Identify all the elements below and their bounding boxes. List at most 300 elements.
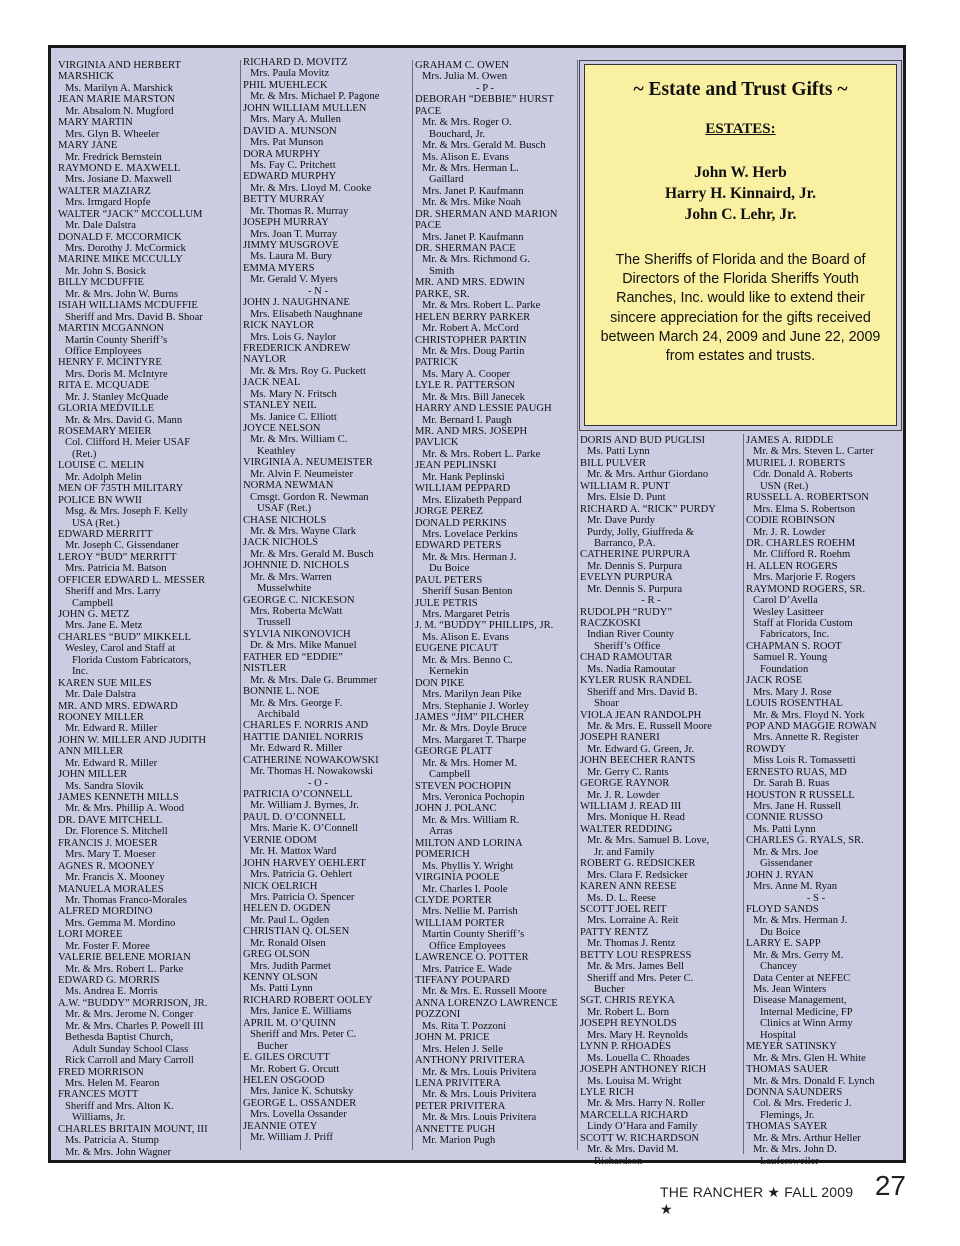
donor-name: Bethesda Baptist Church, xyxy=(65,1032,173,1044)
donor-name: Ms. Laura M. Bury xyxy=(250,251,333,263)
honoree-name: TIFFANY POUPARD xyxy=(415,975,510,986)
donor-name: Mr. & Mrs. Floyd N. York xyxy=(753,709,865,721)
honoree-name: ISIAH WILLIAMS MCDUFFIE xyxy=(58,300,198,312)
honoree-name: RICHARD D. MOVITZ xyxy=(243,57,348,68)
donor-name: Mr. & Mrs. Herman J. xyxy=(422,551,517,563)
estate-names xyxy=(585,162,896,225)
honoree-name: EDWARD PETERS xyxy=(415,540,502,552)
honoree-name: LOUIS ROSENTHAL xyxy=(746,698,843,710)
honoree-name: FLOYD SANDS xyxy=(746,903,819,915)
donor-name: Sheriff and Mrs. Alton K. xyxy=(65,1100,174,1112)
honoree-name: HATTIE DANIEL NORRIS xyxy=(243,731,364,743)
donor-name: Mrs. Jane E. Metz xyxy=(65,620,143,632)
honoree-name: H. ALLEN ROGERS xyxy=(746,560,838,572)
donor-name: Mrs. Dorothy J. McCormick xyxy=(65,243,186,254)
honoree-name: PACE xyxy=(415,105,442,117)
donor-name: Carol D’Avella xyxy=(753,595,818,607)
honoree-name: DR. CHARLES ROEHM xyxy=(746,537,856,549)
honoree-name: HELEN OSGOOD xyxy=(243,1074,325,1086)
donor-name: Mr. & Mrs. Charles P. Powell III xyxy=(65,1020,204,1032)
donor-name: Sheriff and Mrs. David B. Shoar xyxy=(65,311,203,323)
honoree-name: DORA MURPHY xyxy=(243,148,321,160)
donor-name: Cmsgt. Gordon R. Newman xyxy=(250,491,369,503)
donor-name: Mr. & Mrs. Gerry M. xyxy=(753,949,844,961)
page-number: 27 xyxy=(874,1170,906,1201)
honoree-name: JEAN PEPLINSKI xyxy=(415,460,497,472)
honoree-name: CHARLES BRITAIN MOUNT, III xyxy=(58,1123,208,1135)
donor-name: USAF (Ret.) xyxy=(257,503,312,515)
honoree-name: CATHERINE NOWAKOWSKI xyxy=(243,754,379,766)
donor-name: Mr. & Mrs. Dale G. Brummer xyxy=(250,674,378,686)
donor-name: Mr. William J. Priff xyxy=(250,1132,334,1144)
honoree-name: RUDOLPH “RUDY” xyxy=(580,606,673,618)
donor-name: Gissendaner xyxy=(760,858,813,870)
donor-name: Mr. Joseph C. Gissendaner xyxy=(65,540,179,552)
donor-name: Indian River County xyxy=(587,629,675,641)
donor-name: Mr. Thomas R. Murray xyxy=(250,205,349,217)
donor-name: Mrs. Patricia G. Oehlert xyxy=(250,869,353,881)
donor-name: Ms. Alison E. Evans xyxy=(422,151,509,163)
donor-name: Bouchard, Jr. xyxy=(429,128,486,140)
honoree-name: JOHN BEECHER RANTS xyxy=(580,755,696,767)
donor-name: Ms. Louella C. Rhoades xyxy=(587,1052,690,1064)
donor-name: Mrs. Pat Munson xyxy=(250,137,324,149)
donor-name: Mr. & Mrs. Donald F. Lynch xyxy=(753,1075,875,1087)
donor-name: Mr. Dennis S. Purpura xyxy=(587,560,683,572)
donor-name: Mrs. Gemma M. Mordino xyxy=(65,917,176,929)
donor-name: Ms. Nadia Ramoutar xyxy=(587,663,676,675)
donor-name: Mrs. Stephanie J. Worley xyxy=(422,700,529,712)
donor-name: Miss Lois R. Tomassetti xyxy=(753,755,856,767)
honoree-name: HELEN D. OGDEN xyxy=(243,903,331,915)
honoree-name: J. M. “BUDDY” PHILLIPS, JR. xyxy=(415,620,554,632)
honoree-name: DONALD PERKINS xyxy=(415,517,507,529)
donor-name: Kernekin xyxy=(429,666,469,678)
donor-name: Ms. Patti Lynn xyxy=(753,823,816,835)
honoree-name: RICHARD A. “RICK” PURDY xyxy=(580,503,716,515)
honoree-name: PARKE, SR. xyxy=(415,288,470,300)
donor-name: Mr. & Mrs. Gerald M. Busch xyxy=(422,140,546,152)
honoree-name: MARY JANE xyxy=(58,140,118,152)
donor-name: Staff at Florida Custom xyxy=(753,618,853,629)
honoree-name: PATRICIA O’CONNELL xyxy=(243,789,353,800)
honoree-name: PATTY RENTZ xyxy=(580,926,649,938)
donor-name: Mr. & Mrs. John Wagner xyxy=(65,1146,172,1158)
honoree-name: ROONEY MILLER xyxy=(58,711,144,723)
donor-name: Mrs. Anne M. Ryan xyxy=(753,881,838,893)
donor-name: Mrs. Annette R. Register xyxy=(753,732,859,744)
donor-name: Dr. & Mrs. Mike Manuel xyxy=(250,640,357,652)
donor-name: Mrs. Julia M. Owen xyxy=(422,71,508,83)
donor-name: Mr. John S. Bosick xyxy=(65,265,146,277)
donor-name: Musselwhite xyxy=(257,583,312,595)
honoree-name: BETTY MURRAY xyxy=(243,194,325,206)
donor-name: Mr. & Mrs. James Bell xyxy=(587,961,685,973)
donor-name: Ms. D. L. Reese xyxy=(587,892,656,904)
donor-name: Mr. & Mrs. Wayne Clark xyxy=(250,525,357,537)
honoree-name: KENNY OLSON xyxy=(243,972,318,983)
donor-name: Mr. Adolph Melin xyxy=(65,471,142,483)
honoree-name: WALTER REDDING xyxy=(580,823,673,835)
honoree-name: WILLIAM J. READ III xyxy=(580,801,682,812)
donor-name: Ms. Phyllis Y. Wright xyxy=(422,860,514,872)
honoree-name: ROWDY xyxy=(746,743,787,755)
honoree-name: CHRISTIAN Q. OLSEN xyxy=(243,926,350,938)
donor-name: Ms. Patti Lynn xyxy=(250,983,313,995)
donor-name: Mrs. Judith Parmet xyxy=(250,960,331,972)
donor-name: Mr. Bernard I. Paugh xyxy=(422,414,512,426)
honoree-name: CHARLES F. NORRIS AND xyxy=(243,720,369,732)
honoree-name: DONALD F. MCCORMICK xyxy=(58,231,182,243)
honoree-name: JOHN J. RYAN xyxy=(746,869,814,881)
donor-name: Sheriff and Mrs. Peter C. xyxy=(250,1029,357,1041)
honoree-name: CHAD RAMOUTAR xyxy=(580,652,673,664)
honoree-name: GRAHAM C. OWEN xyxy=(415,60,509,71)
donor-name: Mr. & Mrs. Roger O. xyxy=(422,117,512,129)
donor-name: (Ret.) xyxy=(72,448,97,460)
honoree-name: JOHN WILLIAM MULLEN xyxy=(243,102,367,114)
donor-name: Mr. & Mrs. David G. Mann xyxy=(65,414,183,426)
donor-name: Mr. Dale Dalstra xyxy=(65,220,136,232)
donor-name: USA (Ret.) xyxy=(72,517,120,529)
donor-name: Ms. Rita T. Pozzoni xyxy=(422,1020,507,1032)
honoree-name: MARSHICK xyxy=(58,71,114,83)
donor-name: Mr. Dennis S. Purpura xyxy=(587,583,683,595)
donor-name: Mr. Absalom N. Mugford xyxy=(65,105,174,117)
honoree-name: RAYMOND ROGERS, SR. xyxy=(746,583,866,595)
donor-name: Sheriff and Mrs. Larry xyxy=(65,586,161,598)
honoree-name: RITA E. MCQUADE xyxy=(58,380,150,392)
honoree-name: LYLE R. PATTERSON xyxy=(415,380,516,392)
donor-name: Mr. J. R. Lowder xyxy=(587,789,660,801)
donor-name: Mr. & Mrs. Robert L. Parke xyxy=(65,963,184,975)
donor-name: Williams, Jr. xyxy=(72,1112,126,1124)
honoree-name: EVELYN PURPURA xyxy=(580,572,673,584)
honoree-name: GREG OLSON xyxy=(243,949,310,961)
honoree-name: RAYMOND E. MAXWELL xyxy=(58,162,181,174)
donor-name: Mrs. Mary J. Rose xyxy=(753,686,832,698)
donor-name: Mr. Dave Purdy xyxy=(587,515,655,527)
honoree-name: PAVLICK xyxy=(415,437,459,449)
donor-name: Mr. Thomas H. Nowakowski xyxy=(250,766,374,778)
donor-name: Arras xyxy=(429,826,453,838)
donor-name: Mrs. Josiane D. Maxwell xyxy=(65,174,172,186)
donor-name: Internal Medicine, FP xyxy=(760,1006,853,1018)
donor-name: Mr. Gerald V. Myers xyxy=(250,274,338,286)
honoree-name: JAMES KENNETH MILLS xyxy=(58,792,179,803)
honoree-name: GEORGE L. OSSANDER xyxy=(243,1097,357,1109)
honoree-name: JOSEPH REYNOLDS xyxy=(580,1018,677,1030)
donor-name: Campbell xyxy=(72,597,114,609)
donor-name: Mr. Edward R. Miller xyxy=(65,757,158,769)
estate-trust-gifts-box xyxy=(584,64,897,426)
donor-name: Martin County Sheriff’s xyxy=(65,334,168,346)
donor-name: Mr. & Mrs. Steven L. Carter xyxy=(753,446,874,458)
honoree-name: MR. AND MRS. JOSEPH xyxy=(415,426,528,437)
donor-name: Mr. Alvin F. Neumeister xyxy=(250,468,354,480)
honoree-name: HELEN BERRY PARKER xyxy=(415,311,531,323)
donor-name: Sheriff and Mrs. Peter C. xyxy=(587,972,694,984)
honoree-name: STANLEY NEIL xyxy=(243,400,317,412)
honoree-name: RICHARD ROBERT OOLEY xyxy=(243,994,373,1006)
honoree-name: WALTER “JACK” MCCOLLUM xyxy=(58,208,203,220)
honoree-name: BILL PULVER xyxy=(580,457,647,469)
honoree-name: VALERIE BELENE MORIAN xyxy=(58,952,191,964)
honoree-name: JOHN G. METZ xyxy=(58,609,130,620)
donor-name: Shoar xyxy=(594,698,619,710)
donor-name: Chancey xyxy=(760,961,798,973)
donor-name: Cdr. Donald A. Roberts xyxy=(753,469,853,481)
honoree-name: JOHN M. PRICE xyxy=(415,1032,490,1044)
donor-name: Mr. Edward G. Green, Jr. xyxy=(587,743,695,755)
honoree-name: DR. SHERMAN PACE xyxy=(415,243,516,254)
donor-name: Bucher xyxy=(257,1040,288,1052)
honoree-name: NORMA NEWMAN xyxy=(243,480,334,492)
column-divider xyxy=(577,60,578,1150)
honoree-name: ANNA LORENZO LAWRENCE xyxy=(415,997,558,1009)
donor-name: Mr. & Mrs. Herman L. xyxy=(422,162,519,174)
donor-name: Gaillard xyxy=(429,174,464,186)
honoree-name: JACK ROSE xyxy=(746,675,803,687)
donor-name: Hospital xyxy=(760,1029,796,1041)
donor-name: Mrs. Mary A. Mullen xyxy=(250,114,341,126)
honoree-name: MR. AND MRS. EDWIN xyxy=(415,277,525,289)
donor-column-4 xyxy=(580,435,742,1167)
donor-name: Mrs. Joan T. Murray xyxy=(250,228,337,240)
honoree-name: LARRY E. SAPP xyxy=(746,938,821,950)
honoree-name: MARCELLA RICHARD xyxy=(580,1109,689,1121)
donor-name: Mr. & Mrs. E. Russell Moore xyxy=(422,986,547,998)
donor-name: Ms. Patti Lynn xyxy=(587,446,650,458)
donor-name: Mr. & Mrs. Robert L. Parke xyxy=(422,300,541,312)
donor-name: Mr. & Mrs. John W. Burns xyxy=(65,288,179,300)
donor-name: Mrs. Veronica Pochopin xyxy=(422,792,525,803)
honoree-name: DON PIKE xyxy=(415,677,465,689)
donor-name: Mr. Edward R. Miller xyxy=(65,723,158,735)
donor-name: Ms. Alison E. Evans xyxy=(422,631,509,643)
donor-name: Mr. & Mrs. Robert L. Parke xyxy=(422,448,541,460)
honoree-name: FATHER ED “EDDIE” xyxy=(243,651,343,663)
honoree-name: ROSEMARY MEIER xyxy=(58,426,152,437)
honoree-name: LOUISE C. MELIN xyxy=(58,460,145,472)
honoree-name: JOHN W. MILLER AND JUDITH xyxy=(58,734,207,746)
donor-name: Mrs. Irmgard Hopfe xyxy=(65,197,151,209)
donor-name: Mrs. Roberta McWatt xyxy=(250,606,343,617)
donor-name: Wesley Lasitteer xyxy=(753,606,824,618)
donor-name: Mr. & Mrs. Benno C. xyxy=(422,654,513,666)
honoree-name: CHARLES “BUD” MIKKELL xyxy=(58,631,191,643)
donor-name: Office Employees xyxy=(65,345,142,357)
honoree-name: DORIS AND BUD PUGLISI xyxy=(580,435,706,446)
donor-name: Mr. Thomas J. Rentz xyxy=(587,938,676,950)
donor-name: Mr. Robert G. Orcutt xyxy=(250,1063,340,1075)
honoree-name: JOHNNIE D. NICHOLS xyxy=(243,560,350,572)
donor-name: Sheriff and Mrs. David B. xyxy=(587,686,698,698)
donor-name: Mr. Robert L. Born xyxy=(587,1006,670,1018)
honoree-name: LYNN P. RHOADES xyxy=(580,1041,672,1053)
honoree-name: NISTLER xyxy=(243,663,287,675)
honoree-name: PACE xyxy=(415,220,442,232)
donor-name: Rick Carroll and Mary Carroll xyxy=(65,1055,194,1067)
donor-name: Florida Custom Fabricators, xyxy=(72,654,192,666)
honoree-name: EDWARD MERRITT xyxy=(58,528,153,540)
donor-name: Mr. & Mrs. Bill Janecek xyxy=(422,391,525,403)
donor-name: Wesley, Carol and Staff at xyxy=(65,643,176,655)
donor-name: Mrs. Marie K. O’Connell xyxy=(250,823,358,835)
honoree-name: FREDERICK ANDREW xyxy=(243,342,351,354)
honoree-name: BONNIE L. NOE xyxy=(243,686,320,698)
estate-name: John W. Herb xyxy=(694,164,787,181)
honoree-name: EDWARD G. MORRIS xyxy=(58,975,160,986)
donor-name: Mrs. Nellie M. Parrish xyxy=(422,906,518,918)
honoree-name: ERNESTO RUAS, MD xyxy=(746,766,847,778)
donor-name: Mrs. Margaret Petris xyxy=(422,609,510,620)
honoree-name: MARY MARTIN xyxy=(58,117,133,129)
honoree-name: JOSEPH MURRAY xyxy=(243,217,329,229)
donor-name: Mr. & Mrs. Roy G. Puckett xyxy=(250,365,366,377)
donor-name: Mr. & Mrs. David M. xyxy=(587,1144,679,1156)
donor-name: Sheriff’s Office xyxy=(594,640,661,652)
donor-name: Mr. William J. Byrnes, Jr. xyxy=(250,800,359,812)
donor-name: Mr. & Mrs. William C. xyxy=(250,434,348,446)
donor-name: Mr. Paul L. Ogden xyxy=(250,914,330,926)
honoree-name: HARRY AND LESSIE PAUGH xyxy=(415,403,552,415)
honoree-name: EMMA MYERS xyxy=(243,262,315,274)
honoree-name: LEROY “BUD” MERRITT xyxy=(58,551,177,563)
appreciation-message: The Sheriffs of Florida and the Board of Directors of the Florida Sheriffs Youth Ranches, Inc. would like to extend their sincere appreciation for the gifts received between March 24, 2009 and June 22, 2009 from estates and trusts. xyxy=(600,252,881,365)
donor-name: Mr. & Mrs. Michael P. Pagone xyxy=(250,91,380,103)
donor-name: Mr. & Mrs. Joe xyxy=(753,846,819,858)
donor-name: Mrs. Lorraine A. Reit xyxy=(587,915,679,927)
donor-name: Ms. Janice C. Elliott xyxy=(250,411,337,423)
donor-name: Mr. Foster F. Moree xyxy=(65,940,150,952)
honoree-name: CLYDE PORTER xyxy=(415,894,492,906)
honoree-name: CHAPMAN S. ROOT xyxy=(746,640,842,652)
donor-name: Mrs. Glyn B. Wheeler xyxy=(65,128,160,140)
honoree-name: CHRISTOPHER PARTIN xyxy=(415,334,527,346)
donor-name: Mr. & Mrs. Doug Partin xyxy=(422,345,525,357)
donor-name: Mr. H. Mattox Ward xyxy=(250,846,337,858)
honoree-name: JEAN MARIE MARSTON xyxy=(58,94,175,106)
donor-name: Mr. Dale Dalstra xyxy=(65,689,136,701)
honoree-name: JACK NICHOLS xyxy=(243,537,319,549)
honoree-name: MILTON AND LORINA xyxy=(415,837,523,849)
honoree-name: MARTIN MCGANNON xyxy=(58,323,165,335)
column-divider xyxy=(240,60,241,1150)
honoree-name: PETER PRIVITERA xyxy=(415,1100,506,1112)
honoree-name: ANNETTE PUGH xyxy=(415,1123,496,1135)
donor-name: Mr. & Mrs. Louis Privitera xyxy=(422,1089,537,1101)
donor-name: Mr. Robert A. McCord xyxy=(422,323,519,335)
donor-name: Mrs. Marjorie F. Rogers xyxy=(753,572,856,584)
honoree-name: JAMES “JIM” PILCHER xyxy=(415,711,525,723)
donor-name: Mr. & Mrs. Herman J. xyxy=(753,915,848,927)
honoree-name: CODIE ROBINSON xyxy=(746,515,836,527)
donor-name: Mr. & Mrs. Glen H. White xyxy=(753,1052,866,1064)
honoree-name: DONNA SAUNDERS xyxy=(746,1086,843,1098)
honoree-name: POP AND MAGGIE ROWAN xyxy=(746,720,877,732)
donor-name: Smith xyxy=(429,265,455,277)
honoree-name: APRIL M. O’QUINN xyxy=(243,1017,336,1029)
honoree-name: DR. DAVE MITCHELL xyxy=(58,814,163,826)
donor-name: Mrs. Janice K. Schutsky xyxy=(250,1086,354,1098)
honoree-name: CONNIE RUSSO xyxy=(746,812,823,824)
honoree-name: LYLE RICH xyxy=(580,1086,634,1098)
honoree-name: MANUELA MORALES xyxy=(58,883,164,895)
honoree-name: CHASE NICHOLS xyxy=(243,514,327,526)
donor-name: Mrs. Helen J. Selle xyxy=(422,1043,503,1055)
donor-name: Martin County Sheriff’s xyxy=(422,929,525,941)
honoree-name: A.W. “BUDDY” MORRISON, JR. xyxy=(58,997,208,1009)
donor-name: Mr. Marion Pugh xyxy=(422,1135,496,1147)
honoree-name: GLORIA MEDVILLE xyxy=(58,403,155,415)
donor-name: Archibald xyxy=(257,708,300,720)
honoree-name: ANTHONY PRIVITERA xyxy=(415,1055,525,1067)
honoree-name: PAUL PETERS xyxy=(415,574,483,586)
honoree-name: OFFICER EDWARD L. MESSER xyxy=(58,574,206,586)
honoree-name: BILLY MCDUFFIE xyxy=(58,277,144,289)
donor-name: Mr. Edward R. Miller xyxy=(250,743,343,755)
honoree-name: HOUSTON R RUSSELL xyxy=(746,789,855,801)
honoree-name: JOHN J. NAUGHNANE xyxy=(243,297,350,309)
honoree-name: VIRGINIA A. NEUMEISTER xyxy=(243,457,373,469)
donor-name: Mr. & Mrs. Mike Noah xyxy=(422,197,521,209)
donor-name: Mrs. Monique H. Read xyxy=(587,812,685,824)
donor-name: Mr. & Mrs. Jerome N. Conger xyxy=(65,1009,194,1021)
honoree-name: STEVEN POCHOPIN xyxy=(415,780,512,792)
letter-divider: - S - xyxy=(806,892,826,904)
donor-name: Mrs. Mary T. Moeser xyxy=(65,849,156,861)
donor-name: Mr. Francis X. Mooney xyxy=(65,872,165,884)
donor-name: Mrs. Jane H. Russell xyxy=(753,801,841,812)
donor-name: Mr. & Mrs. E. Russell Moore xyxy=(587,720,712,732)
donor-name: Mr. & Mrs. George F. xyxy=(250,697,343,709)
donor-name: Mr. & Mrs. Samuel B. Love, xyxy=(587,835,710,847)
honoree-name: VERNIE ODOM xyxy=(243,834,317,846)
honoree-name: ROBERT G. REDSICKER xyxy=(580,858,696,870)
donor-name: Mr. & Mrs. Richmond G. xyxy=(422,254,531,266)
honoree-name: WILLIAM PORTER xyxy=(415,917,505,929)
donor-name: Ms. Patricia A. Stump xyxy=(65,1135,159,1147)
donor-name: Campbell xyxy=(429,769,471,781)
honoree-name: SYLVIA NIKONOVICH xyxy=(243,628,351,640)
honoree-name: JOSEPH ANTHONEY RICH xyxy=(580,1064,707,1076)
donor-column-5 xyxy=(746,435,906,1167)
honoree-name: LENA PRIVITERA xyxy=(415,1077,501,1089)
donor-name: Flemings, Jr. xyxy=(760,1109,815,1121)
donor-name: Mrs. Elizabeth Peppard xyxy=(422,494,522,506)
honoree-name: RUSSELL A. ROBERTSON xyxy=(746,492,869,504)
donor-name: Mrs. Mary H. Reynolds xyxy=(587,1029,688,1041)
donor-name: Mr. & Mrs. Phillip A. Wood xyxy=(65,803,185,815)
publication-info: THE RANCHER ★ FALL 2009 ★ xyxy=(660,1184,854,1217)
donor-name: Mrs. Paula Movitz xyxy=(250,68,330,80)
honoree-name: DAVID A. MUNSON xyxy=(243,125,337,137)
donor-name: Mrs. Patricia M. Batson xyxy=(65,563,167,575)
donor-name: Mr. & Mrs. Harry N. Roller xyxy=(587,1098,705,1110)
donor-name: Keathley xyxy=(257,445,296,457)
donor-name: Mrs. Patrice E. Wade xyxy=(422,963,512,975)
donor-name: Mr. Gerry C. Rants xyxy=(587,766,669,778)
honoree-name: WILLIAM R. PUNT xyxy=(580,480,670,492)
honoree-name: KYLER RUSK RANDEL xyxy=(580,675,692,687)
donor-name: Mrs. Janet P. Kaufmann xyxy=(422,231,524,243)
donor-name: Mrs. Margaret T. Tharpe xyxy=(422,734,527,746)
donor-name: Mrs. Doris M. McIntyre xyxy=(65,368,168,380)
honoree-name: JULE PETRIS xyxy=(415,597,478,609)
gifts-page-frame xyxy=(48,45,906,1167)
donor-name: Du Boice xyxy=(760,926,801,938)
